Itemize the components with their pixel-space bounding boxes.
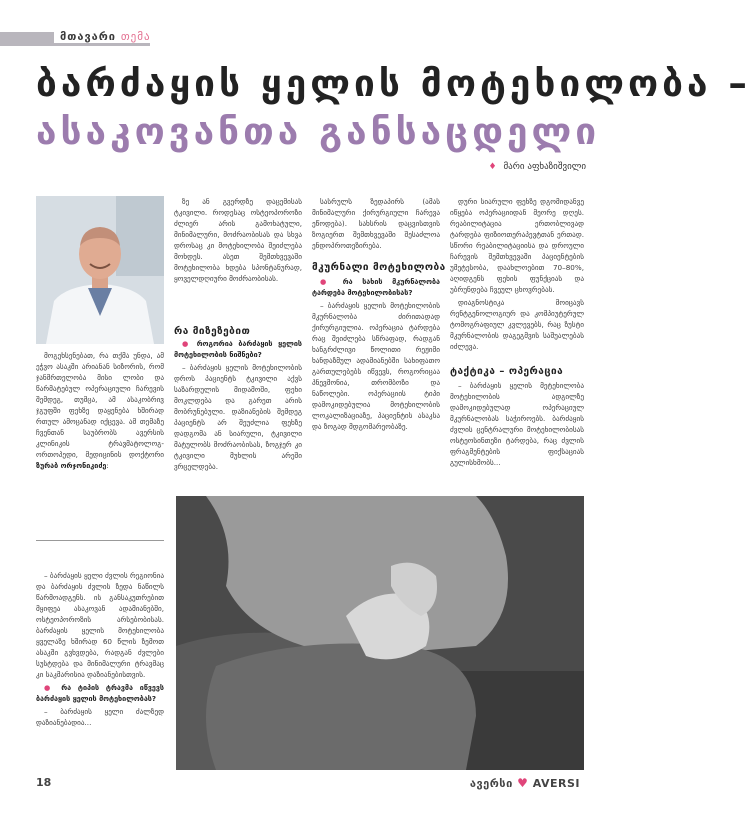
heart-icon: ♥	[517, 776, 529, 790]
paragraph: სასრულს ზედაპირს (ამას მინიმალური ქირურგიული ჩარევა ეწოდება). სახსრის დაცვისთვის ზოგიერთ შემთხვევაში შესაძლოა ენდოპროთეზირება.	[312, 197, 440, 250]
doctor-name: ზურაბ ორჯონიკიძე	[36, 461, 107, 470]
section-label-main: მთავარი	[60, 30, 117, 43]
article-title-line1: ბარძაყის ყელის მოტეხილობა –	[36, 62, 751, 105]
column-2-body	[174, 338, 302, 488]
section-label	[54, 30, 157, 43]
question: რა ტიპის ტრავმა იწვევს ბარძაყის ყელის მოტეხილობას?	[36, 683, 164, 703]
bullet-icon: ♦	[488, 162, 497, 172]
paragraph: – ბარძაყის ყელი ძვლის რეგიონია და ბარძაყის ძვლის ზედა ნაწილს წარმოადგენს. ის განსაკუთრებით მყიფეა ასაკოვან ადამიანებში, ოსტეოპოროზის არსებობისას. ბარძაყის ყელის მოტეხილობა ყველაზე ხშირად 60 წლის ზემოთ ასაკში გვხვდება, რადგან ძვლები სუსტდება და მინიმალური ტრავმაც კი საკმარისია დაზიანებისთვის.	[36, 571, 164, 679]
doctor-portrait	[36, 196, 164, 344]
aversi-logo	[470, 776, 580, 790]
subheading: ტაქტიკა – ოპერაცია	[450, 366, 564, 377]
column-1-body	[36, 570, 164, 750]
question-marker: ●	[182, 339, 192, 348]
paragraph: ზე ან გვერდზე დაცემისას ტკივილი. როდესაც ოსტეოპოროზი ძლიერ არის გამოხატული, მინიმალური, მოძრაობისას და სხვა დროსაც კი მოტეხილობა შეიძლება მოხდეს. ასეთ შემთხვევაში მოტეხილობა ხდება სპონტანურად, ყოველდღიური მოძრაობისას.	[174, 197, 302, 283]
paragraph: – ბარძაყის ყელის მოტეხილობის მკურნალობა ძირითადად ქირურგიულია. ოპერაცია ტარდება რაც შეიძლება სწრაფად, რადგან ხანგრძლივი წოლითი რეჟიმი ხანდაზმულ ადამიანებში სახიფათო გართულებებს იწვევს, როგორიცაა პნევმონია, თრომბოზი და ნაწოლები. ოპერაციის ტიპი დამოკიდებულია მოტეხილობის ლოკალიზაციაზე, პაციენტის ასაკსა და ზოგად მდგომარეობაზე.	[312, 301, 440, 431]
paragraph: – ბარძაყის ყელის მეტეხილობა მოტეხილობის ადგილზე დამოკიდებულად ოპერაციულ მკურნალობას საჭიროებს. ბარძაყის ძვლის ცენტრალური მოტეხილობისას ოსტეოსინთეზი ტარდება, რაც ძვლის ფრაგმენტების ფიქსაციას გულისხმობს...	[450, 381, 584, 467]
column-4-top	[450, 196, 584, 362]
question: რა სახის მკურნალობა ტარდება მოტეხილობისას?	[312, 277, 440, 297]
question: როგორია ბარძაყის ყელის მოტეხილობის ნიშნები?	[174, 339, 302, 359]
logo-latin: AVERSI	[532, 777, 580, 790]
subheading: მკურნალი მოტეხილობა	[312, 262, 446, 273]
subheading: რა მიზეზებით	[174, 326, 251, 337]
paragraph: – ბარძაყის ყელი ძალზედ დაზიანებადია...	[36, 707, 164, 727]
section-label-accent: თემა	[120, 30, 151, 43]
author-name: მარი აფხაზიშვილი	[503, 162, 586, 172]
intro-text: მოგეხსენებათ, რა თქმა უნდა, ამ ეჭვო ასაკში არიანან სიზორის, რომ ჯანმრთელობა მისი ლობი და წარმატებულ ოპერაციული ჩარევის შემდეგ, თუმცა, ამ ასაკობრივ ჯგუფში ფეხზე დაყენება ხშირად რთულ ამოცანად იქცევა. ამ თემაზე ჩვენთან საუბრობს ავერსის კლინიკის ტრავმატოლოგ-ორთოპედი, მედიცინის დოქტორი	[36, 351, 164, 459]
question-marker: ●	[320, 277, 334, 286]
paragraph: დიაგნოსტიკა მოიცავს რენტგენოლოგიურ და კომპიუტერულ ტომოგრაფიულ კვლევებს, რაც ზუსტი მკურნალობის დაგეგმვის საშუალებას იძლევა.	[450, 298, 584, 351]
column-2-top	[174, 196, 302, 324]
column-3-top	[312, 196, 440, 256]
paragraph: დური სიარული ფეხზე დგომიდანვე იწყება ოპერაციიდან მეორე დღეს. რეაბილიტაცია ერთობლივად ტარდება ფიზიოთერაპევტთან ერთად. სწორი რეაბილიტაციისა და დროული ჩარევის შემთხვევაში პაციენტების უმეტესობა, დაახლოებით 70–80%, აღიდგენს ფეხის ფუნქციას და უბრუნდება ჩვეულ ცხოვრებას.	[450, 197, 584, 294]
column-3-body	[312, 276, 440, 488]
logo-geo: ავერსი	[469, 777, 513, 790]
article-title-line2: ასაკოვანთა განსაცდელი	[36, 110, 601, 153]
intro-tail: :	[106, 461, 109, 470]
column-1-intro	[36, 350, 164, 532]
hip-pain-photo	[176, 496, 584, 770]
question-marker: ●	[44, 683, 55, 692]
page-number: 18	[36, 776, 52, 789]
byline	[488, 162, 586, 172]
divider	[36, 540, 164, 541]
paragraph: – ბარძაყის ყელის მოტეხილობის დროს პაციენტს ტკივილი აქვს საზარდულის მიდამოში, ფეხი მოკლდება და გარეთ არის მობრუნებული. დაზიანების შემდეგ პაციენტს არ შეუძლია ფეხზე დადგომა ან სიარული, ტკივილი მატულობს მოძრაობისას, ზოგჯერ კი ტკივილი მუხლის არეში ვრცელდება.	[174, 363, 302, 471]
column-4-body	[450, 380, 584, 488]
